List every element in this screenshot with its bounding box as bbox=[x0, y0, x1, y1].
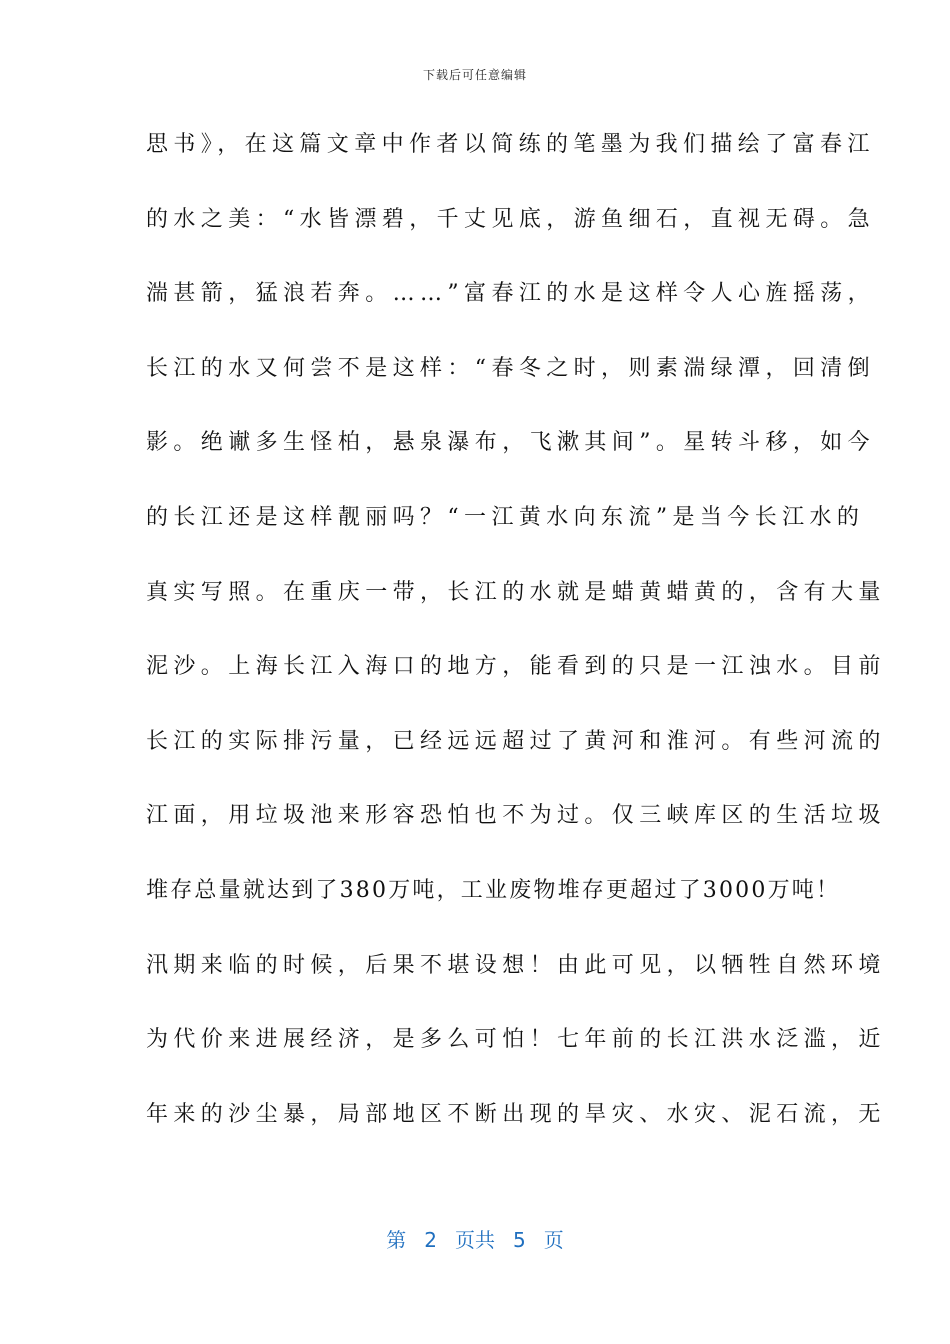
text-line: 为代价来进展经济，是多么可怕！七年前的长江洪水泛滥，近 bbox=[146, 1027, 886, 1053]
text-line: 思书》，在这篇文章中作者以简练的笔墨为我们描绘了富春江 bbox=[146, 132, 875, 157]
text-line: 年来的沙尘暴，局部地区不断出现的旱灾、水灾、泥石流，无 bbox=[146, 1101, 886, 1127]
document-body bbox=[146, 122, 886, 1166]
text-line: 长江的水又何尝不是这样：“春冬之时，则素湍绿潭，回清倒 bbox=[146, 355, 876, 381]
footer-total-pages: 5 bbox=[513, 1228, 526, 1252]
text-line: 影。绝谳多生怪柏，悬泉瀑布，飞漱其间”。星转斗移，如今 bbox=[146, 430, 876, 456]
footer-prefix: 第 bbox=[386, 1228, 407, 1252]
text-line: 江面，用垃圾池来形容恐怕也不为过。仅三峡库区的生活垃圾 bbox=[146, 803, 886, 829]
text-line: 的水之美：“水皆漂碧，千丈见底，游鱼细石，直视无碍。急 bbox=[146, 206, 876, 232]
footer-page-number: 2 bbox=[424, 1228, 437, 1252]
page-footer bbox=[0, 1224, 950, 1253]
page-header: 下载后可任意编辑 bbox=[422, 68, 527, 82]
text-line: 汛期来临的时候，后果不堪设想！由此可见，以牺牲自然环境 bbox=[146, 952, 886, 978]
text-line: 的长江还是这样靓丽吗？“一江黄水向东流”是当今长江水的 bbox=[146, 504, 865, 530]
text-line: 长江的实际排污量，已经远远超过了黄河和淮河。有些河流的 bbox=[146, 728, 886, 754]
text-line: 泥沙。上海长江入海口的地方，能看到的只是一江浊水。目前 bbox=[146, 654, 886, 680]
text-line: 湍甚箭，猛浪若奔。……”富春江的水是这样令人心旌摇荡， bbox=[146, 281, 876, 307]
footer-middle: 页共 bbox=[455, 1228, 495, 1252]
text-line: 堆存总量就达到了380万吨，工业废物堆存更超过了3000万吨！ bbox=[146, 877, 841, 903]
text-line: 真实写照。在重庆一带，长江的水就是蜡黄蜡黄的，含有大量 bbox=[146, 579, 886, 605]
footer-suffix: 页 bbox=[543, 1228, 564, 1252]
